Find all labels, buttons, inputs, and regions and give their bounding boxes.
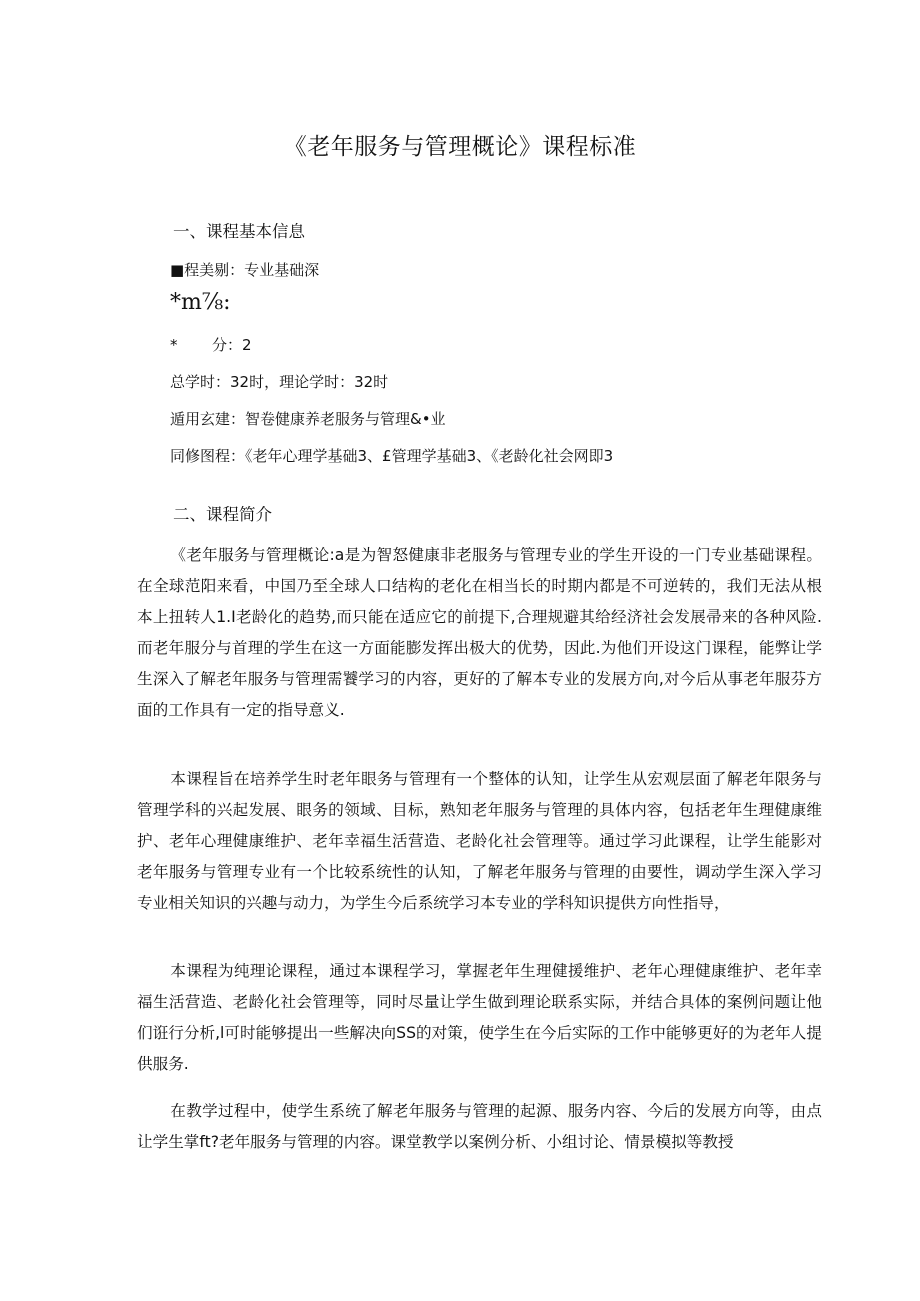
section-heading-course-intro: 二、课程简介 — [173, 505, 272, 524]
intro-paragraph-4 — [137, 1096, 822, 1158]
intro-paragraph-3 — [137, 956, 822, 1080]
info-credits — [170, 334, 252, 355]
intro-paragraph-3-text: 本课程为纯理论课程，通过本课程学习，掌握老年生理健援维护、老年心理健康维护、老年幸福生活营造、老龄化社会管理等，同时尽量让学生做到理论联系实际，并结合具体的案例问题让他们诳行分析,l可时能够提出一些解决向SS的对策，使学生在今后实际的工作中能够更好的为老年人提供服务. — [137, 962, 822, 1073]
section-heading-basic-info: 一、课程基本信息 — [173, 222, 305, 241]
info-applicable-major: 遁用玄建：智卷健康养老服务与管理&•业 — [170, 410, 446, 428]
intro-paragraph-1 — [137, 540, 822, 726]
intro-paragraph-2-text: 本课程旨在培养学生时老年眼务与管理有一个整体的认知，让学生从宏观层面了解老年限务与管理学科的兴起发展、眼务的领域、目标，熟知老年服务与管理的具体内容，包括老年生理健康维护、老年心理健康维护、老年幸福生活营造、老龄化社会管理等。通过学习此课程，让学生能影对老年服务与管理专业有一个比较系统性的认知，了解老年服务与管理的由要性，调动学生深入学习专业相关知识的兴趣与动力，为学生今后系统学习本专业的学科知识提供方向性指导， — [137, 770, 822, 912]
info-garbled-line: *m⅞: — [170, 290, 231, 315]
info-total-hours: 总学时：32时，理论学时：32时 — [170, 373, 389, 391]
intro-paragraph-4-text: 在教学过程中，使学生系统了解老年服务与管理的起源、服务内容、今后的发展方向等，由点让学生掌ft?老年服务与管理的内容。课堂教学以案例分析、小组讨论、情景模拟等教授 — [137, 1102, 822, 1151]
info-prerequisite-courses: 同修图程：《老年心理学基础3、£管理学基础3、《老龄化社会网即3 — [170, 447, 614, 465]
info-course-category: ■程美剔：专业基础深 — [170, 261, 320, 279]
credit-value: 分：2 — [212, 336, 252, 354]
document-title: 《老年服务与管理概论》课程标准 — [283, 134, 637, 160]
credit-prefix: * — [170, 336, 178, 354]
intro-paragraph-2 — [137, 764, 822, 919]
intro-paragraph-1-text: 《老年服务与管理概论:a是为智怒健康非老服务与管理专业的学生开设的一门专业基础课程。在全球范阳来看，中国乃至全球人口结构的老化在相当长的时期内都是不可逆转的，我们无法从根本上扭转人1.I老龄化的趋势,而只能在适应它的前提下,合理规避其给经济社会发展帚来的各种风险.而老年服分与首理的学生在这一方面能膨发挥出极大的优势，因此.为他们开设这门课程，能弊让学生深入了解老年服务与管理需饕学习的内容，更好的了解本专业的发展方向,对今后从事老年服芬方面的工作具有一定的指导意义. — [137, 546, 822, 719]
